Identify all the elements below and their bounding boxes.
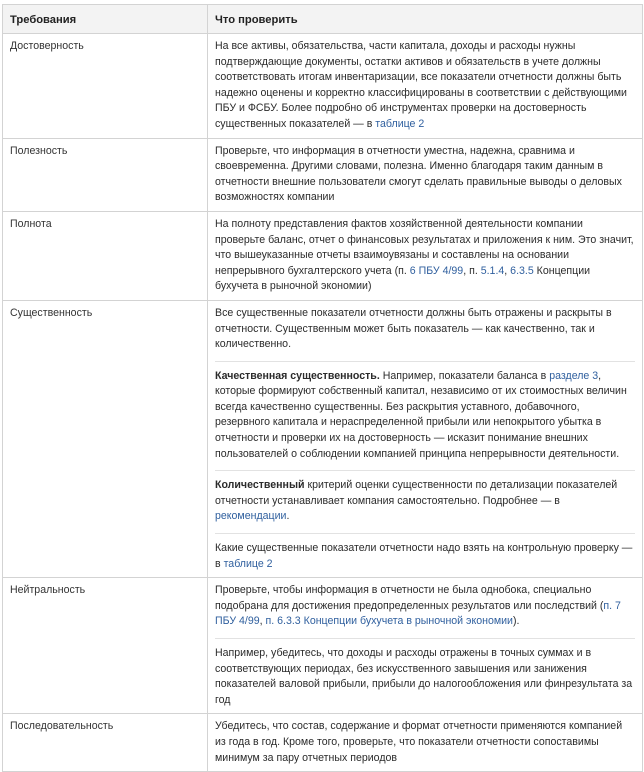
- text-segment: Все существенные показатели отчетности должны быть отражены и раскрыты в отчетности. Существенным может быть показатель — как качественно, так и количественно.: [215, 306, 612, 351]
- bold-term: Количественный: [215, 479, 305, 492]
- check-description-cell: [208, 714, 643, 772]
- check-description-cell: [208, 211, 643, 300]
- requirements-table: [2, 4, 643, 772]
- description-paragraph: [215, 306, 635, 353]
- text-segment: Проверьте, чтобы информация в отчетности не была однобока, специально подобрана для достижения предопределенных результатов или последствий (: [215, 584, 604, 612]
- requirement-cell: Полезность: [3, 138, 208, 211]
- bold-term: Качественная существенность.: [215, 369, 380, 382]
- check-description-cell: [208, 300, 643, 577]
- text-segment: На все активы, обязательства, части капитала, доходы и расходы нужны подтверждающие документы, остатки активов и обязательств в учете должны соответствовать итогам инвентаризации, все показатели отчетности должны быть надежно оценены и корректно классифицированы в соответствии с действующими ПБУ и ФСБУ. Более подробно об инструментах проверки на достоверность существенных показателей — в: [215, 40, 627, 130]
- description-paragraph: [215, 144, 635, 206]
- check-description-cell: [208, 578, 643, 714]
- reference-link[interactable]: рекомендации: [215, 510, 287, 523]
- text-segment: , п.: [463, 264, 481, 277]
- paragraph-divider: [215, 361, 635, 362]
- text-segment: ).: [512, 615, 520, 628]
- text-segment: Какие существенные показатели отчетности надо взять на контрольную проверку — в: [215, 542, 633, 570]
- text-segment: Концепции бухучета в рыночной экономии): [215, 264, 591, 293]
- requirement-cell: Существенность: [3, 300, 208, 577]
- paragraph-divider: [215, 638, 635, 639]
- table-body: [3, 34, 643, 772]
- text-segment: Например, показатели баланса в: [379, 369, 550, 382]
- text-segment: Убедитесь, что состав, содержание и формат отчетности применяются компанией из года в год. Кроме того, проверьте, что показатели отчетности сопоставимы минимум за пару отчетных периодов: [215, 720, 623, 764]
- reference-link[interactable]: таблице 2: [375, 117, 425, 130]
- table-row: [3, 138, 643, 211]
- requirement-cell: Полнота: [3, 211, 208, 300]
- reference-link[interactable]: п. 7 ПБУ 4/99: [215, 599, 621, 628]
- requirement-cell: Последовательность: [3, 714, 208, 772]
- table-row: [3, 211, 643, 300]
- reference-link[interactable]: 5.1.4: [480, 264, 505, 277]
- text-segment: ,: [504, 264, 511, 277]
- text-segment: критерий оценки существенности по детализации показателей отчетности устанавливает компания самостоятельно. Подробнее — в: [215, 479, 618, 507]
- description-paragraph: [215, 217, 635, 295]
- text-segment: , которые формируют собственный капитал, независимо от их стоимостных величин всегда качественно существенны. Без раскрытия уставного, добавочного, резервного капитала и нераспределенной прибыли или непокрытого убытка в отчетности и проверки их на достоверность — исказит понимание внешних пользователей о соблюдении компанией принципа непрерывности деятельности.: [215, 369, 627, 460]
- table-row: [3, 714, 643, 772]
- check-description-cell: [208, 34, 643, 139]
- table-row: [3, 300, 643, 577]
- description-paragraph: [215, 369, 635, 463]
- header-requirements: Требования: [3, 5, 208, 34]
- text-segment: На полноту представления фактов хозяйственной деятельности компании проверьте баланс, отчет о финансовых результатах и приложения к ним. Это значит, что вышеуказанные отчеты взаимоувязаны и составлены на основании непрерывного бухгалтерского учета (п.: [215, 217, 634, 277]
- description-paragraph: [215, 39, 635, 133]
- paragraph-divider: [215, 533, 635, 534]
- text-segment: .: [286, 510, 290, 523]
- text-segment: Проверьте, что информация в отчетности уместна, надежна, сравнима и своевременна. Другими словами, полезна. Именно благодаря таким данным в отчетности внешние пользователи смогут сделать правильные выводы о деловых возможностях компании: [215, 144, 622, 204]
- table-row: [3, 578, 643, 714]
- requirement-cell: Достоверность: [3, 34, 208, 139]
- description-paragraph: [215, 646, 635, 708]
- reference-link[interactable]: п. 6.3.3 Концепции бухучета в рыночной экономии: [265, 615, 513, 628]
- reference-link[interactable]: 6.3.5: [510, 264, 534, 277]
- table-header-row: [3, 5, 643, 34]
- reference-link[interactable]: разделе 3: [549, 369, 599, 382]
- header-what-to-check: Что проверить: [208, 5, 643, 34]
- paragraph-divider: [215, 470, 635, 471]
- reference-link[interactable]: 6 ПБУ 4/99: [409, 264, 464, 277]
- table-row: [3, 34, 643, 139]
- check-description-cell: [208, 138, 643, 211]
- text-segment: Например, убедитесь, что доходы и расходы отражены в точных суммах и в соответствующих периодах, без искусственного завышения или занижения показателей валовой прибыли, прибыли до налогообложения или финрезультата за год: [215, 647, 633, 706]
- requirement-cell: Нейтральность: [3, 578, 208, 714]
- description-paragraph: [215, 541, 635, 572]
- description-paragraph: [215, 719, 635, 766]
- description-paragraph: [215, 478, 635, 525]
- reference-link[interactable]: таблице 2: [223, 557, 273, 570]
- description-paragraph: [215, 583, 635, 630]
- text-segment: ,: [259, 615, 266, 628]
